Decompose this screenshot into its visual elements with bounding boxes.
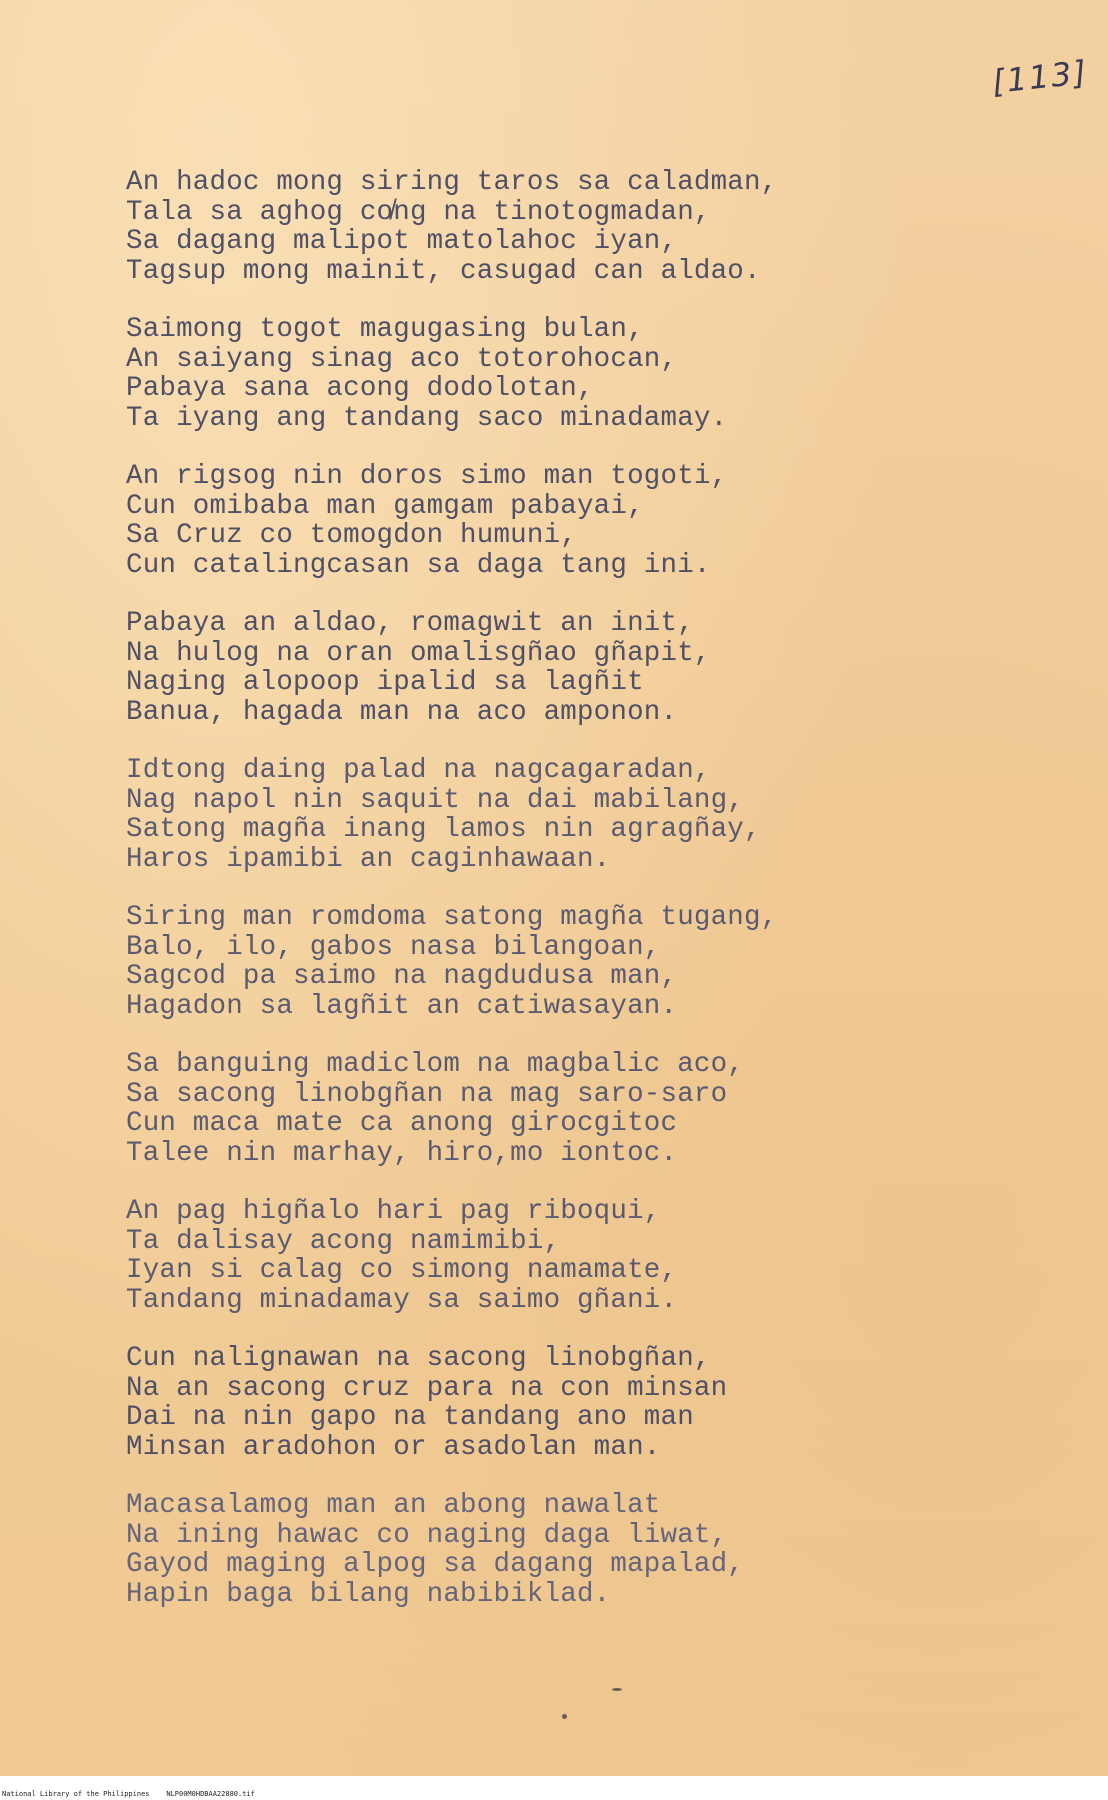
poem-line: Pabaya an aldao, romagwit an init, xyxy=(126,608,694,639)
stanza xyxy=(126,756,1056,874)
poem-line: Cun maca mate ca anong girocgitoc xyxy=(126,1108,678,1139)
stanza xyxy=(126,609,1056,727)
poem-line: Ta dalisay acong namimibi, xyxy=(126,1225,561,1257)
poem-line: Pabaya sana acong dodolotan, xyxy=(126,373,594,404)
poem-line: Haros ipamibi an caginhawaan. xyxy=(126,843,611,875)
poem-line: Sa Cruz co tomogdon humuni, xyxy=(126,520,577,551)
poem-line: Tandang minadamay sa saimo gñani. xyxy=(126,1284,678,1316)
poem-line: Saimong togot magugasing bulan, xyxy=(126,314,644,345)
poem-line: Na ining hawac co naging daga liwat, xyxy=(126,1519,728,1551)
poem-body xyxy=(126,168,1056,1638)
poem-line: An rigsog nin doros simo man togoti, xyxy=(126,461,728,492)
poem-line: Siring man romdoma satong magña tugang, xyxy=(126,902,778,933)
page-reference-number: [113] xyxy=(990,53,1090,101)
poem-line: An pag higñalo hari pag riboqui, xyxy=(126,1196,661,1227)
stanza xyxy=(126,1344,1056,1462)
stanza xyxy=(126,1197,1056,1315)
poem-line: Sa banguing madiclom na magbalic aco, xyxy=(126,1049,744,1080)
poem-line: Na an sacong cruz para na con minsan xyxy=(126,1372,728,1404)
ink-speck xyxy=(562,1714,567,1719)
stanza xyxy=(126,168,1056,286)
stanza xyxy=(126,903,1056,1021)
poem-line: An hadoc mong siring taros sa caladman, xyxy=(126,167,778,198)
poem-line: Iyan si calag co simong namamate, xyxy=(126,1255,678,1286)
poem-line: Naging alopoop ipalid sa lagñit xyxy=(126,667,644,698)
poem-line: Sagcod pa saimo na nagdudusa man, xyxy=(126,961,678,992)
poem-line: Balo, ilo, gabos nasa bilangoan, xyxy=(126,931,661,963)
poem-line: Hapin baga bilang nabibiklad. xyxy=(126,1578,611,1610)
archive-label: National Library of the Philippines NLP00M0HDBAA22080.tif xyxy=(2,1790,255,1798)
poem-line: Talee nin marhay, hiro,mo iontoc. xyxy=(126,1137,678,1169)
poem-line: Tagsup mong mainit, casugad can aldao. xyxy=(126,255,761,287)
poem-line: Nag napol nin saquit na dai mabilang, xyxy=(126,784,744,816)
poem-line: Cun omibaba man gamgam pabayai, xyxy=(126,490,644,522)
poem-line: Cun catalingcasan sa daga tang ini. xyxy=(126,549,711,581)
stanza xyxy=(126,1491,1056,1609)
ink-speck xyxy=(612,1688,622,1691)
poem-line: Hagadon sa lagñit an catiwasayan. xyxy=(126,990,678,1022)
poem-line: Ta iyang ang tandang saco minadamay. xyxy=(126,402,728,434)
poem-line: An saiyang sinag aco totorohocan, xyxy=(126,343,678,375)
stanza xyxy=(126,1050,1056,1168)
poem-line: Sa sacong linobgñan na mag saro-saro xyxy=(126,1078,728,1110)
poem-line: Cun nalignawan na sacong linobgñan, xyxy=(126,1343,711,1374)
poem-line: Na hulog na oran omalisgñao gñapit, xyxy=(126,637,711,669)
poem-line: Tala sa aghog co̸ng na tinotogmadan, xyxy=(126,196,711,228)
poem-line: Macasalamog man an abong nawalat xyxy=(126,1490,661,1521)
archive-footer xyxy=(0,1776,1108,1800)
stanza xyxy=(126,462,1056,580)
poem-line: Sa dagang malipot matolahoc iyan, xyxy=(126,226,678,257)
poem-line: Dai na nin gapo na tandang ano man xyxy=(126,1402,694,1433)
poem-line: Minsan aradohon or asadolan man. xyxy=(126,1431,661,1463)
poem-line: Satong magña inang lamos nin agragñay, xyxy=(126,814,761,845)
poem-line: Gayod maging alpog sa dagang mapalad, xyxy=(126,1549,744,1580)
stanza xyxy=(126,315,1056,433)
poem-line: Idtong daing palad na nagcagaradan, xyxy=(126,755,711,786)
poem-line: Banua, hagada man na aco amponon. xyxy=(126,696,678,728)
